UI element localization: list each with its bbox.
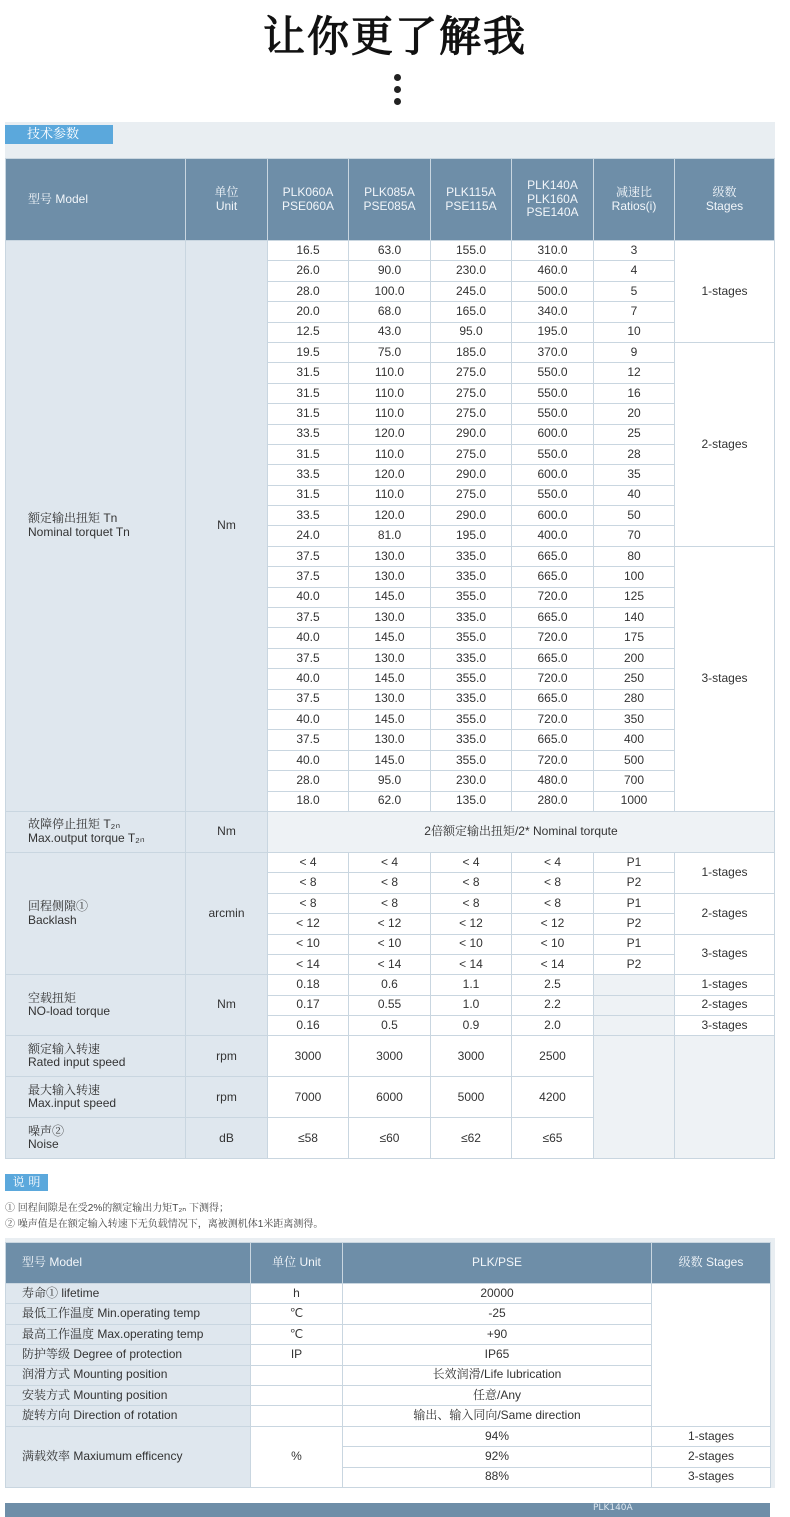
general-params-table: [5, 1242, 771, 1488]
page-title: 让你更了解我: [262, 12, 527, 61]
table-cell: 5000: [431, 1077, 512, 1118]
table-cell: 43.0: [349, 322, 431, 342]
table-cell: 120.0: [349, 506, 431, 526]
table-row: [6, 241, 775, 261]
row-label-backlash: 回程侧隙① Backlash: [6, 852, 186, 974]
table-cell: 63.0: [349, 241, 431, 261]
table-cell: 665.0: [512, 608, 594, 628]
column-header: PLK085A PSE085A: [349, 159, 431, 241]
table-cell: 130.0: [349, 648, 431, 668]
table-cell: 400.0: [512, 526, 594, 546]
row-label: 旋转方向 Direction of rotation: [6, 1406, 251, 1426]
stage-cell: 3-stages: [675, 1016, 775, 1036]
table-cell: P1: [594, 934, 675, 954]
stage-cell: 1-stages: [675, 975, 775, 995]
table-cell: < 14: [431, 954, 512, 974]
table-cell: 175: [594, 628, 675, 648]
stage-cell: 1-stages: [652, 1426, 771, 1446]
value-cell: 20000: [343, 1284, 652, 1304]
value-cell: 长效润滑/Life lubrication: [343, 1365, 652, 1385]
column-header: 单位 Unit: [186, 159, 268, 241]
table-cell: 100: [594, 567, 675, 587]
value-cell: 94%: [343, 1426, 652, 1446]
unit-cell: h: [251, 1284, 343, 1304]
table-cell: 95.0: [349, 771, 431, 791]
table-cell: 145.0: [349, 669, 431, 689]
row-label: 最低工作温度 Min.operating temp: [6, 1304, 251, 1324]
table-cell: 110.0: [349, 485, 431, 505]
value-cell: 输出、输入同向/Same direction: [343, 1406, 652, 1426]
table-cell: < 12: [431, 914, 512, 934]
unit-cell: dB: [186, 1118, 268, 1159]
row-label-efficiency: 满载效率 Maxiumum efficency: [6, 1426, 251, 1487]
table-cell: 665.0: [512, 689, 594, 709]
table-cell: 130.0: [349, 689, 431, 709]
column-header: 减速比 Ratios(i): [594, 159, 675, 241]
table-cell: 275.0: [431, 485, 512, 505]
table-cell: 0.16: [268, 1016, 349, 1036]
table-cell: 400: [594, 730, 675, 750]
table-cell: 335.0: [431, 689, 512, 709]
table-cell: 145.0: [349, 628, 431, 648]
table-cell: 37.5: [268, 546, 349, 566]
table-row: [6, 1284, 771, 1304]
table-cell: 0.18: [268, 975, 349, 995]
unit-cell: ℃: [251, 1324, 343, 1344]
table-cell: 37.5: [268, 567, 349, 587]
column-header: PLK140A PLK160A PSE140A: [512, 159, 594, 241]
table-cell: 0.55: [349, 995, 431, 1015]
table-cell: 40.0: [268, 669, 349, 689]
table-cell: 40.0: [268, 628, 349, 648]
unit-cell: Nm: [186, 811, 268, 852]
note-line-1: ① 回程间隙是在受2%的额定输出力矩T₂ₙ 下测得；: [5, 1203, 229, 1214]
stage-cell: 2-stages: [675, 893, 775, 934]
value-cell: +90: [343, 1324, 652, 1344]
table-cell: 12: [594, 363, 675, 383]
table-cell: < 10: [431, 934, 512, 954]
table-cell: 125: [594, 587, 675, 607]
table-cell: < 8: [268, 893, 349, 913]
unit-cell: [251, 1385, 343, 1405]
table-cell: 275.0: [431, 363, 512, 383]
table-cell: < 10: [512, 934, 594, 954]
table-cell: 31.5: [268, 363, 349, 383]
table-row: [6, 811, 775, 852]
table-row: [6, 852, 775, 872]
table-cell: 230.0: [431, 261, 512, 281]
table-cell: 370.0: [512, 342, 594, 362]
table-cell: 110.0: [349, 363, 431, 383]
table-cell: 26.0: [268, 261, 349, 281]
row-label: 润滑方式 Mounting position: [6, 1365, 251, 1385]
row-label: 最高工作温度 Max.operating temp: [6, 1324, 251, 1344]
table-row: [6, 1426, 771, 1446]
table-cell: 6000: [349, 1077, 431, 1118]
table-cell: < 8: [349, 873, 431, 893]
table-cell: 120.0: [349, 424, 431, 444]
table-cell: 33.5: [268, 506, 349, 526]
table-cell: 290.0: [431, 465, 512, 485]
table-cell: 720.0: [512, 628, 594, 648]
table-cell: 135.0: [431, 791, 512, 811]
tech-params-table: [5, 158, 775, 1159]
table-cell: 81.0: [349, 526, 431, 546]
value-cell: 任意/Any: [343, 1385, 652, 1405]
value-cell: 88%: [343, 1467, 652, 1487]
table-cell: 7: [594, 302, 675, 322]
table-cell: 37.5: [268, 730, 349, 750]
table-cell: 700: [594, 771, 675, 791]
table-cell: < 14: [268, 954, 349, 974]
table-cell: 155.0: [431, 241, 512, 261]
column-header: 级数 Stages: [652, 1243, 771, 1284]
table-cell: 140: [594, 608, 675, 628]
table-cell: 130.0: [349, 730, 431, 750]
row-label: 额定输入转速 Rated input speed: [6, 1036, 186, 1077]
table-cell: 145.0: [349, 587, 431, 607]
table-cell: 550.0: [512, 363, 594, 383]
table-cell: 165.0: [431, 302, 512, 322]
table-cell: 24.0: [268, 526, 349, 546]
table-cell: 20: [594, 404, 675, 424]
table-cell: < 8: [349, 893, 431, 913]
table-cell: 1.0: [431, 995, 512, 1015]
unit-cell: ℃: [251, 1304, 343, 1324]
unit-cell: rpm: [186, 1036, 268, 1077]
row-label: 安装方式 Mounting position: [6, 1385, 251, 1405]
stage-cell: 3-stages: [652, 1467, 771, 1487]
table-cell: 720.0: [512, 587, 594, 607]
table-cell: P1: [594, 852, 675, 872]
table-cell: 68.0: [349, 302, 431, 322]
table-cell: 25: [594, 424, 675, 444]
row-label-nominal-torque: 额定输出扭矩 Tn Nominal torquet Tn: [6, 241, 186, 812]
section-tab-tech-params: 技术参数: [5, 125, 113, 144]
empty-cell: [594, 1036, 675, 1159]
value-cell: -25: [343, 1304, 652, 1324]
ellipsis-icon: [393, 74, 403, 110]
table-cell: 550.0: [512, 404, 594, 424]
table-cell: ≤62: [431, 1118, 512, 1159]
column-header: 型号 Model: [6, 159, 186, 241]
table-cell: < 10: [268, 934, 349, 954]
column-header: 型号 Model: [6, 1243, 251, 1284]
table-cell: 480.0: [512, 771, 594, 791]
table-cell: 665.0: [512, 546, 594, 566]
table-cell: 2.0: [512, 1016, 594, 1036]
table-cell: 110.0: [349, 383, 431, 403]
table-cell: 665.0: [512, 567, 594, 587]
table-cell: < 12: [349, 914, 431, 934]
unit-cell: [251, 1406, 343, 1426]
table-cell: 130.0: [349, 608, 431, 628]
table-cell: 37.5: [268, 689, 349, 709]
table-cell: 62.0: [349, 791, 431, 811]
unit-cell: [251, 1365, 343, 1385]
column-header: 单位 Unit: [251, 1243, 343, 1284]
table-cell: 355.0: [431, 669, 512, 689]
table-cell: 355.0: [431, 587, 512, 607]
table-cell: 16: [594, 383, 675, 403]
row-label: 寿命① lifetime: [6, 1284, 251, 1304]
table-cell: < 8: [512, 873, 594, 893]
table-cell: 40.0: [268, 587, 349, 607]
empty-cell: [675, 1036, 775, 1159]
notes-tag: 说 明: [5, 1174, 48, 1191]
table-cell: 110.0: [349, 404, 431, 424]
note-line-2: ② 噪声值是在额定输入转速下无负载情况下，离被测机体1米距离测得。: [5, 1219, 324, 1230]
unit-cell: %: [251, 1426, 343, 1487]
table-cell: 500: [594, 750, 675, 770]
table-cell: 18.0: [268, 791, 349, 811]
table-cell: < 12: [512, 914, 594, 934]
table-cell: 35: [594, 465, 675, 485]
table-cell: 31.5: [268, 383, 349, 403]
column-header: PLK115A PSE115A: [431, 159, 512, 241]
table-cell: 280.0: [512, 791, 594, 811]
table-cell: < 14: [512, 954, 594, 974]
table-cell: 145.0: [349, 750, 431, 770]
value-cell: 92%: [343, 1447, 652, 1467]
table-cell: 600.0: [512, 424, 594, 444]
table-cell: 130.0: [349, 567, 431, 587]
empty-cell: [594, 975, 675, 995]
row-label-noload-torque: 空载扭矩 NO-load torque: [6, 975, 186, 1036]
table-cell: 1.1: [431, 975, 512, 995]
table-cell: < 8: [512, 893, 594, 913]
table-cell: 0.6: [349, 975, 431, 995]
table-cell: 40.0: [268, 709, 349, 729]
table-cell: ≤58: [268, 1118, 349, 1159]
table-header-row: [6, 1243, 771, 1284]
table-cell: 2.2: [512, 995, 594, 1015]
table-cell: 310.0: [512, 241, 594, 261]
table-cell: < 4: [512, 852, 594, 872]
table-cell: 250: [594, 669, 675, 689]
table-cell: 720.0: [512, 709, 594, 729]
table-cell: 7000: [268, 1077, 349, 1118]
row-label-max-torque: 故障停止扭矩 T₂ₙ Max.output torque T₂ₙ: [6, 811, 186, 852]
table-cell: 230.0: [431, 771, 512, 791]
table-cell: P2: [594, 873, 675, 893]
table-cell: 40.0: [268, 750, 349, 770]
table-cell: 37.5: [268, 648, 349, 668]
table-cell: 275.0: [431, 444, 512, 464]
table-cell: 31.5: [268, 485, 349, 505]
stage-cell: 1-stages: [675, 241, 775, 343]
table-cell: 3000: [268, 1036, 349, 1077]
table-cell: 665.0: [512, 730, 594, 750]
stage-cell: 3-stages: [675, 934, 775, 975]
table-cell: 290.0: [431, 506, 512, 526]
table-cell: 200: [594, 648, 675, 668]
stage-cell: 2-stages: [652, 1447, 771, 1467]
next-table-header: [5, 1503, 770, 1517]
table-cell: 5: [594, 281, 675, 301]
column-header: PLK060A PSE060A: [268, 159, 349, 241]
table-cell: 28.0: [268, 771, 349, 791]
table-cell: 600.0: [512, 506, 594, 526]
table-cell: 0.17: [268, 995, 349, 1015]
table-cell: 90.0: [349, 261, 431, 281]
table-cell: < 14: [349, 954, 431, 974]
table-cell: 145.0: [349, 709, 431, 729]
table-cell: 37.5: [268, 608, 349, 628]
table-cell: 500.0: [512, 281, 594, 301]
table-cell: 335.0: [431, 546, 512, 566]
table-cell: 4200: [512, 1077, 594, 1118]
table-cell: 355.0: [431, 628, 512, 648]
table-cell: 335.0: [431, 730, 512, 750]
table-cell: 195.0: [512, 322, 594, 342]
table-cell: 290.0: [431, 424, 512, 444]
table-cell: 665.0: [512, 648, 594, 668]
max-torque-value: 2倍额定输出扭矩/2* Nominal torqute: [268, 811, 775, 852]
table-cell: < 12: [268, 914, 349, 934]
table-cell: < 8: [431, 873, 512, 893]
table-row: [6, 1036, 775, 1077]
table-cell: 31.5: [268, 404, 349, 424]
table-cell: 33.5: [268, 465, 349, 485]
table-cell: 460.0: [512, 261, 594, 281]
value-cell: IP65: [343, 1345, 652, 1365]
table-cell: 33.5: [268, 424, 349, 444]
table-cell: ≤60: [349, 1118, 431, 1159]
table-cell: 31.5: [268, 444, 349, 464]
empty-cell: [594, 1016, 675, 1036]
table-cell: 185.0: [431, 342, 512, 362]
table-cell: ≤65: [512, 1118, 594, 1159]
unit-cell: Nm: [186, 975, 268, 1036]
table-cell: 28: [594, 444, 675, 464]
table-cell: 280: [594, 689, 675, 709]
table-cell: 12.5: [268, 322, 349, 342]
stage-cell: 2-stages: [675, 342, 775, 546]
table-cell: 9: [594, 342, 675, 362]
table-cell: 275.0: [431, 404, 512, 424]
table-cell: 4: [594, 261, 675, 281]
unit-cell: arcmin: [186, 852, 268, 974]
unit-cell: IP: [251, 1345, 343, 1365]
table-cell: P1: [594, 893, 675, 913]
row-label: 防护等级 Degree of protection: [6, 1345, 251, 1365]
empty-cell: [594, 995, 675, 1015]
table-cell: 245.0: [431, 281, 512, 301]
table-cell: 50: [594, 506, 675, 526]
table-cell: 335.0: [431, 608, 512, 628]
column-header: 级数 Stages: [675, 159, 775, 241]
table-cell: 350: [594, 709, 675, 729]
table-cell: 19.5: [268, 342, 349, 362]
table-cell: 550.0: [512, 485, 594, 505]
table-cell: 275.0: [431, 383, 512, 403]
table-cell: 3000: [349, 1036, 431, 1077]
table-cell: P2: [594, 914, 675, 934]
table-cell: < 4: [268, 852, 349, 872]
table-cell: 195.0: [431, 526, 512, 546]
table-cell: 550.0: [512, 444, 594, 464]
table-header-row: [6, 159, 775, 241]
table-cell: < 8: [268, 873, 349, 893]
unit-cell: rpm: [186, 1077, 268, 1118]
table-cell: < 4: [349, 852, 431, 872]
table-cell: 2500: [512, 1036, 594, 1077]
table-cell: 720.0: [512, 750, 594, 770]
table-cell: 355.0: [431, 750, 512, 770]
table-cell: 75.0: [349, 342, 431, 362]
table-cell: 2.5: [512, 975, 594, 995]
stage-cell: 2-stages: [675, 995, 775, 1015]
stage-cell: 3-stages: [675, 546, 775, 811]
table-cell: 95.0: [431, 322, 512, 342]
table-cell: 720.0: [512, 669, 594, 689]
row-label: 噪声② Noise: [6, 1118, 186, 1159]
table-cell: 70: [594, 526, 675, 546]
table-cell: < 10: [349, 934, 431, 954]
table-cell: 3: [594, 241, 675, 261]
table-cell: 1000: [594, 791, 675, 811]
row-label: 最大输入转速 Max.input speed: [6, 1077, 186, 1118]
table-cell: 130.0: [349, 546, 431, 566]
table-cell: 0.5: [349, 1016, 431, 1036]
table-cell: 340.0: [512, 302, 594, 322]
table-cell: 10: [594, 322, 675, 342]
table-cell: 20.0: [268, 302, 349, 322]
table-cell: 550.0: [512, 383, 594, 403]
table-cell: 40: [594, 485, 675, 505]
table-cell: < 8: [431, 893, 512, 913]
unit-cell: Nm: [186, 241, 268, 812]
stage-cell: 1-stages: [675, 852, 775, 893]
table-cell: 16.5: [268, 241, 349, 261]
table-cell: 355.0: [431, 709, 512, 729]
column-header: PLK/PSE: [343, 1243, 652, 1284]
table-cell: < 4: [431, 852, 512, 872]
table-cell: 0.9: [431, 1016, 512, 1036]
table-cell: 110.0: [349, 444, 431, 464]
empty-cell: [652, 1284, 771, 1427]
table-cell: 3000: [431, 1036, 512, 1077]
table-cell: 335.0: [431, 567, 512, 587]
table-cell: 120.0: [349, 465, 431, 485]
table-cell: 335.0: [431, 648, 512, 668]
table-cell: 28.0: [268, 281, 349, 301]
next-table-model: PLK140A: [593, 1503, 633, 1513]
table-cell: 80: [594, 546, 675, 566]
table-cell: 100.0: [349, 281, 431, 301]
table-cell: 600.0: [512, 465, 594, 485]
table-cell: P2: [594, 954, 675, 974]
table-row: [6, 975, 775, 995]
